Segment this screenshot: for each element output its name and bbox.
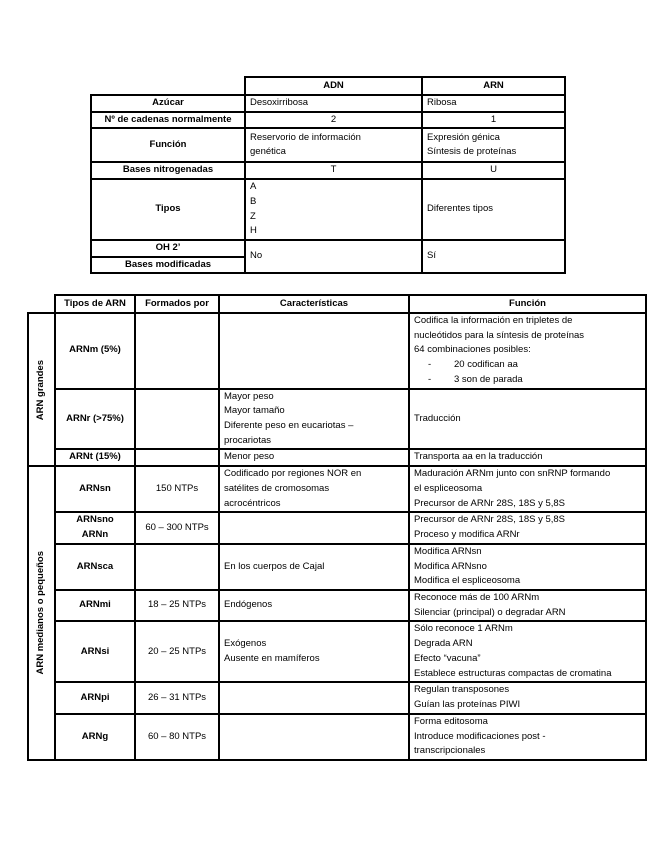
caracteristicas-cell: Menor peso [219, 449, 409, 466]
formados-cell: 20 – 25 NTPs [135, 621, 219, 682]
caracteristicas-cell: En los cuerpos de Cajal [219, 544, 409, 590]
formados-cell [135, 313, 219, 389]
caracteristicas-cell: Endógenos [219, 590, 409, 621]
tipo-cell: ARNm (5%) [55, 313, 135, 389]
table-row [28, 466, 646, 512]
table-row [28, 621, 646, 682]
empty-corner [28, 295, 55, 313]
rna-types-table [27, 294, 647, 761]
funcion-cell: Precursor de ARNr 28S, 18S y 5,8S Proceso y modifica ARNr [409, 512, 646, 543]
table-row [28, 714, 646, 760]
formados-cell [135, 544, 219, 590]
funcion-cell: Forma editosoma Introduce modificaciones post - transcripcionales [409, 714, 646, 760]
row-label-cadenas: Nº de cadenas normalmente [91, 112, 245, 129]
header-caracteristicas: Características [219, 295, 409, 313]
row-label-azucar: Azúcar [91, 95, 245, 112]
header-funcion: Función [409, 295, 646, 313]
caracteristicas-cell: Mayor peso Mayor tamaño Diferente peso en eucariotas – procariotas [219, 389, 409, 450]
cell-arn-cadenas: 1 [422, 112, 565, 129]
table-row [28, 544, 646, 590]
funcion-cell: Maduración ARNm junto con snRNP formando el espliceosoma Precursor de ARNr 28S, 18S y 5,8S [409, 466, 646, 512]
funcion-cell: Regulan transposones Guían las proteínas PIWI [409, 682, 646, 713]
tipo-cell: ARNsca [55, 544, 135, 590]
tipo-cell: ARNsno ARNn [55, 512, 135, 543]
cell-adn-azucar: Desoxirribosa [245, 95, 422, 112]
table-row [28, 512, 646, 543]
formados-cell: 26 – 31 NTPs [135, 682, 219, 713]
cell-arn-oh2: Sí [422, 240, 565, 273]
formados-cell [135, 389, 219, 450]
caracteristicas-cell [219, 682, 409, 713]
row-label-bases-nitrogenadas: Bases nitrogenadas [91, 162, 245, 179]
row-label-tipos: Tipos [91, 179, 245, 240]
caracteristicas-cell [219, 313, 409, 389]
header-adn: ADN [245, 77, 422, 95]
table-row [28, 313, 646, 389]
funcion-cell: Modifica ARNsn Modifica ARNsno Modifica el espliceosoma [409, 544, 646, 590]
empty-corner [91, 77, 245, 95]
header-formados-por: Formados por [135, 295, 219, 313]
row-label-bases-modificadas: Bases modificadas [91, 257, 245, 274]
funcion-cell: Sólo reconoce 1 ARNm Degrada ARN Efecto “vacuna” Establece estructuras compactas de cromatina [409, 621, 646, 682]
caracteristicas-cell [219, 512, 409, 543]
tipo-cell: ARNmi [55, 590, 135, 621]
funcion-cell: Transporta aa en la traducción [409, 449, 646, 466]
tipo-cell: ARNsi [55, 621, 135, 682]
dna-rna-comparison-table [90, 76, 566, 274]
funcion-cell: Traducción [409, 389, 646, 450]
formados-cell: 60 – 80 NTPs [135, 714, 219, 760]
caracteristicas-cell [219, 714, 409, 760]
header-arn: ARN [422, 77, 565, 95]
cell-arn-tipos: Diferentes tipos [422, 179, 565, 240]
table-row [28, 682, 646, 713]
formados-cell: 150 NTPs [135, 466, 219, 512]
row-label-funcion: Función [91, 128, 245, 162]
cell-adn-oh2: No [245, 240, 422, 273]
table-row [28, 389, 646, 450]
formados-cell: 60 – 300 NTPs [135, 512, 219, 543]
cell-adn-cadenas: 2 [245, 112, 422, 129]
formados-cell [135, 449, 219, 466]
group-label-arn-medianos: ARN medianos o pequeños [28, 466, 55, 760]
cell-adn-bases: T [245, 162, 422, 179]
cell-arn-azucar: Ribosa [422, 95, 565, 112]
group-label-arn-grandes: ARN grandes [28, 313, 55, 466]
caracteristicas-cell: Codificado por regiones NOR en satélites de cromosomas acrocéntricos [219, 466, 409, 512]
row-label-oh2: OH 2’ [91, 240, 245, 257]
caracteristicas-cell: Exógenos Ausente en mamíferos [219, 621, 409, 682]
tipo-cell: ARNr (>75%) [55, 389, 135, 450]
cell-arn-funcion: Expresión génica Síntesis de proteínas [422, 128, 565, 162]
tipo-cell: ARNpi [55, 682, 135, 713]
funcion-cell: Reconoce más de 100 ARNm Silenciar (principal) o degradar ARN [409, 590, 646, 621]
cell-adn-tipos: A B Z H [245, 179, 422, 240]
funcion-cell: Codifica la información en tripletes de nucleótidos para la síntesis de proteínas 64 combinaciones posibles: - 20 codifican aa - 3 son de parada [409, 313, 646, 389]
cell-arn-bases: U [422, 162, 565, 179]
table-row [28, 590, 646, 621]
formados-cell: 18 – 25 NTPs [135, 590, 219, 621]
header-tipos-arn: Tipos de ARN [55, 295, 135, 313]
cell-adn-funcion: Reservorio de información genética [245, 128, 422, 162]
tipo-cell: ARNsn [55, 466, 135, 512]
table-row [28, 449, 646, 466]
tipo-cell: ARNg [55, 714, 135, 760]
tipo-cell: ARNt (15%) [55, 449, 135, 466]
